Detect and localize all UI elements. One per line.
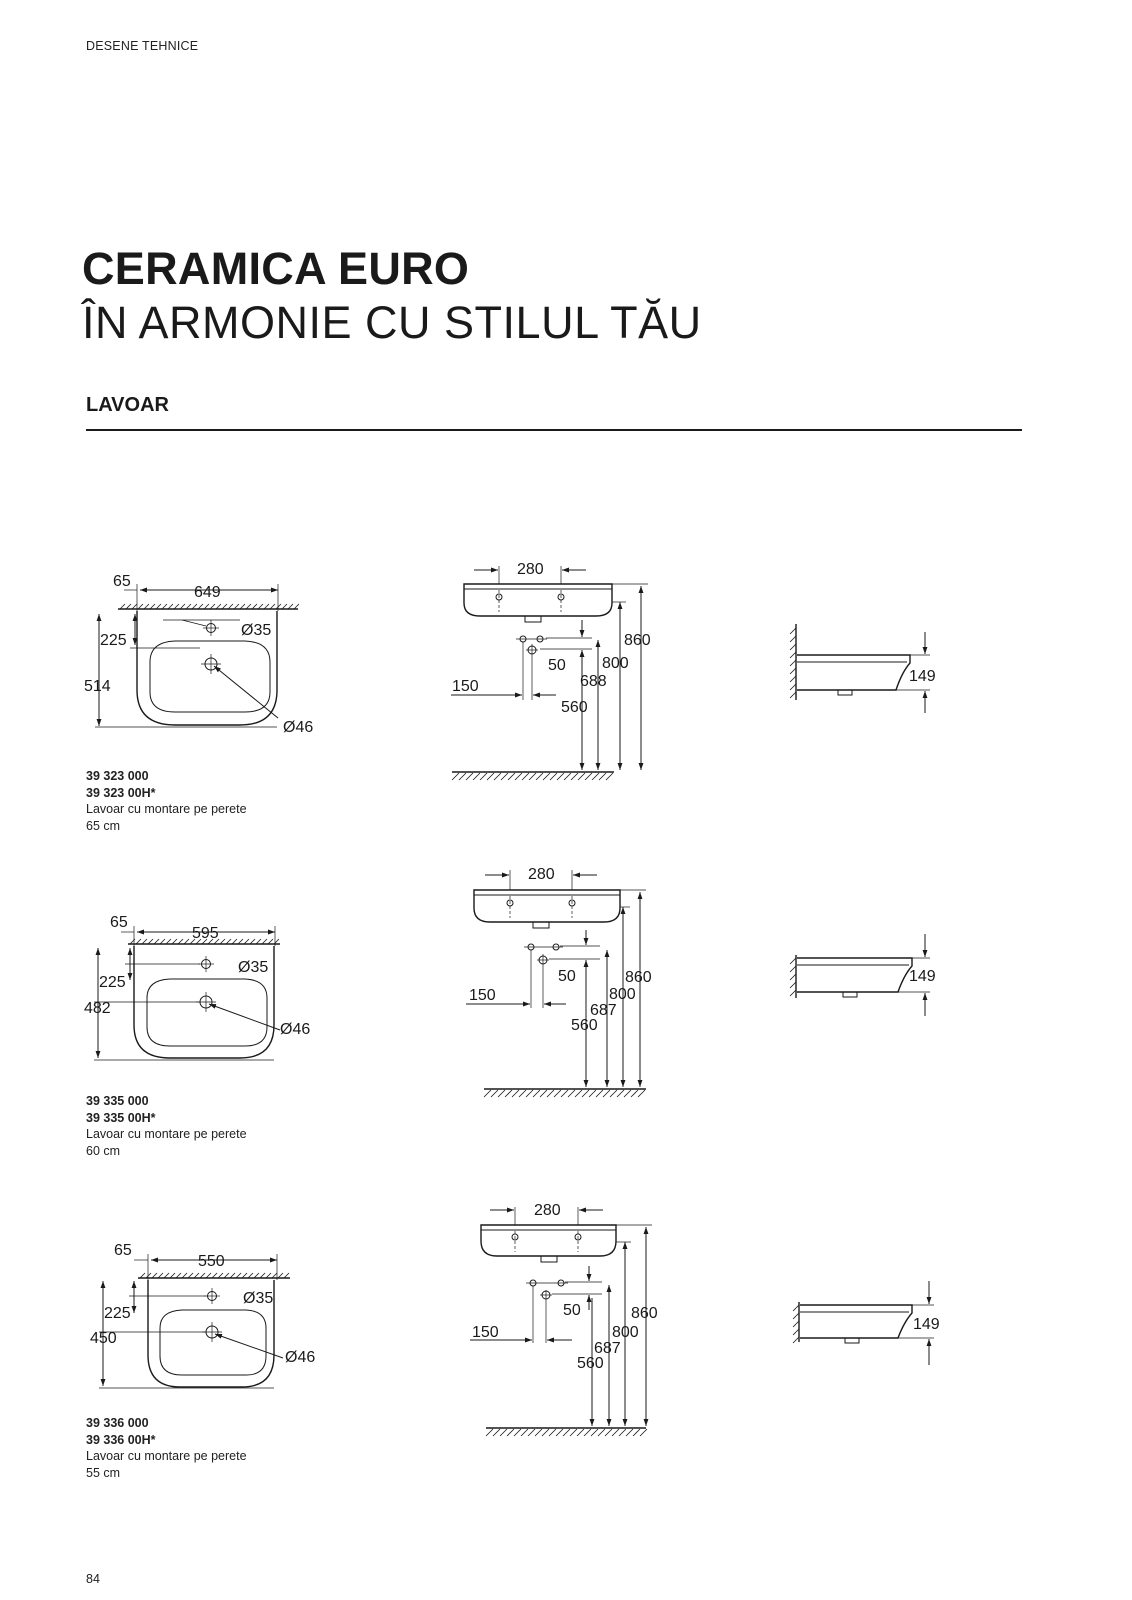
side-height-dim: 149 (909, 968, 936, 985)
height-688-dim: 688 (580, 673, 607, 690)
height-800-dim: 800 (609, 986, 636, 1003)
wall-offset-dim: 65 (110, 914, 128, 931)
tap-offset-dim: 50 (558, 968, 576, 985)
product-code: 39 323 000 (86, 769, 149, 783)
depth-dim: 450 (90, 1330, 117, 1347)
height-687-dim: 687 (590, 1002, 617, 1019)
tap-hole-dia: Ø35 (241, 622, 272, 639)
side-height-dim: 149 (913, 1316, 940, 1333)
tap-offset-dim: 50 (563, 1302, 581, 1319)
waste-offset-dim: 150 (452, 678, 479, 695)
product-description: Lavoar cu montare pe perete (86, 1127, 247, 1141)
height-860-dim: 860 (624, 632, 651, 649)
product-2-caption (86, 1093, 247, 1159)
height-560-dim: 560 (577, 1355, 604, 1372)
product-description: Lavoar cu montare pe perete (86, 802, 247, 816)
product-size: 60 cm (86, 1143, 121, 1158)
product-size: 55 cm (86, 1465, 121, 1480)
product-size: 65 cm (86, 818, 121, 833)
tap-spacing-dim: 280 (534, 1202, 561, 1219)
product-1-side-view (790, 624, 936, 713)
height-560-dim: 560 (561, 699, 588, 716)
product-2-front-view (466, 866, 652, 1097)
width-dim: 649 (194, 584, 221, 601)
product-3-front-view (470, 1202, 658, 1436)
product-3-top-view (90, 1242, 315, 1388)
waste-dia: Ø46 (283, 719, 314, 736)
page-title: CERAMICA EURO (82, 243, 470, 294)
waste-offset-dim: 150 (472, 1324, 499, 1341)
height-800-dim: 800 (602, 655, 629, 672)
product-code-alt: 39 336 00H* (86, 1432, 156, 1447)
product-code: 39 335 000 (86, 1094, 149, 1108)
height-800-dim: 800 (612, 1324, 639, 1341)
waste-offset-dim: 150 (469, 987, 496, 1004)
waste-dia: Ø46 (285, 1349, 316, 1366)
product-code-alt: 39 335 00H* (86, 1110, 156, 1125)
tap-spacing-dim: 280 (517, 561, 544, 578)
width-dim: 550 (198, 1253, 225, 1270)
tap-offset-dim: 50 (548, 657, 566, 674)
width-dim: 595 (192, 925, 219, 942)
height-687-dim: 687 (594, 1340, 621, 1357)
tap-hole-dia: Ø35 (238, 959, 269, 976)
section-label: DESENE TEHNICE (86, 39, 199, 53)
product-1-caption (86, 768, 247, 834)
section-heading: LAVOAR (86, 394, 169, 416)
wall-offset-dim: 65 (113, 573, 131, 590)
product-2-top-view (84, 914, 310, 1060)
height-560-dim: 560 (571, 1017, 598, 1034)
product-1-front-view (451, 561, 651, 780)
page-number: 84 (86, 1572, 100, 1586)
product-1-top-view (84, 573, 313, 736)
wall-hatch (120, 604, 299, 609)
tap-offset-dim: 225 (99, 974, 126, 991)
waste-dia: Ø46 (280, 1021, 311, 1038)
tap-hole-dia: Ø35 (243, 1290, 274, 1307)
product-code-alt: 39 323 00H* (86, 785, 156, 800)
depth-dim: 514 (84, 678, 111, 695)
page-subtitle: ÎN ARMONIE CU STILUL TĂU (82, 297, 702, 348)
product-description: Lavoar cu montare pe perete (86, 1449, 247, 1463)
product-code: 39 336 000 (86, 1416, 149, 1430)
wall-offset-dim: 65 (114, 1242, 132, 1259)
height-860-dim: 860 (625, 969, 652, 986)
side-height-dim: 149 (909, 668, 936, 685)
tap-spacing-dim: 280 (528, 866, 555, 883)
depth-dim: 482 (84, 1000, 111, 1017)
product-3-side-view (793, 1281, 940, 1365)
product-3-caption (86, 1415, 247, 1481)
product-2-side-view (790, 934, 936, 1016)
tap-offset-dim: 225 (100, 632, 127, 649)
tap-offset-dim: 225 (104, 1305, 131, 1322)
height-860-dim: 860 (631, 1305, 658, 1322)
